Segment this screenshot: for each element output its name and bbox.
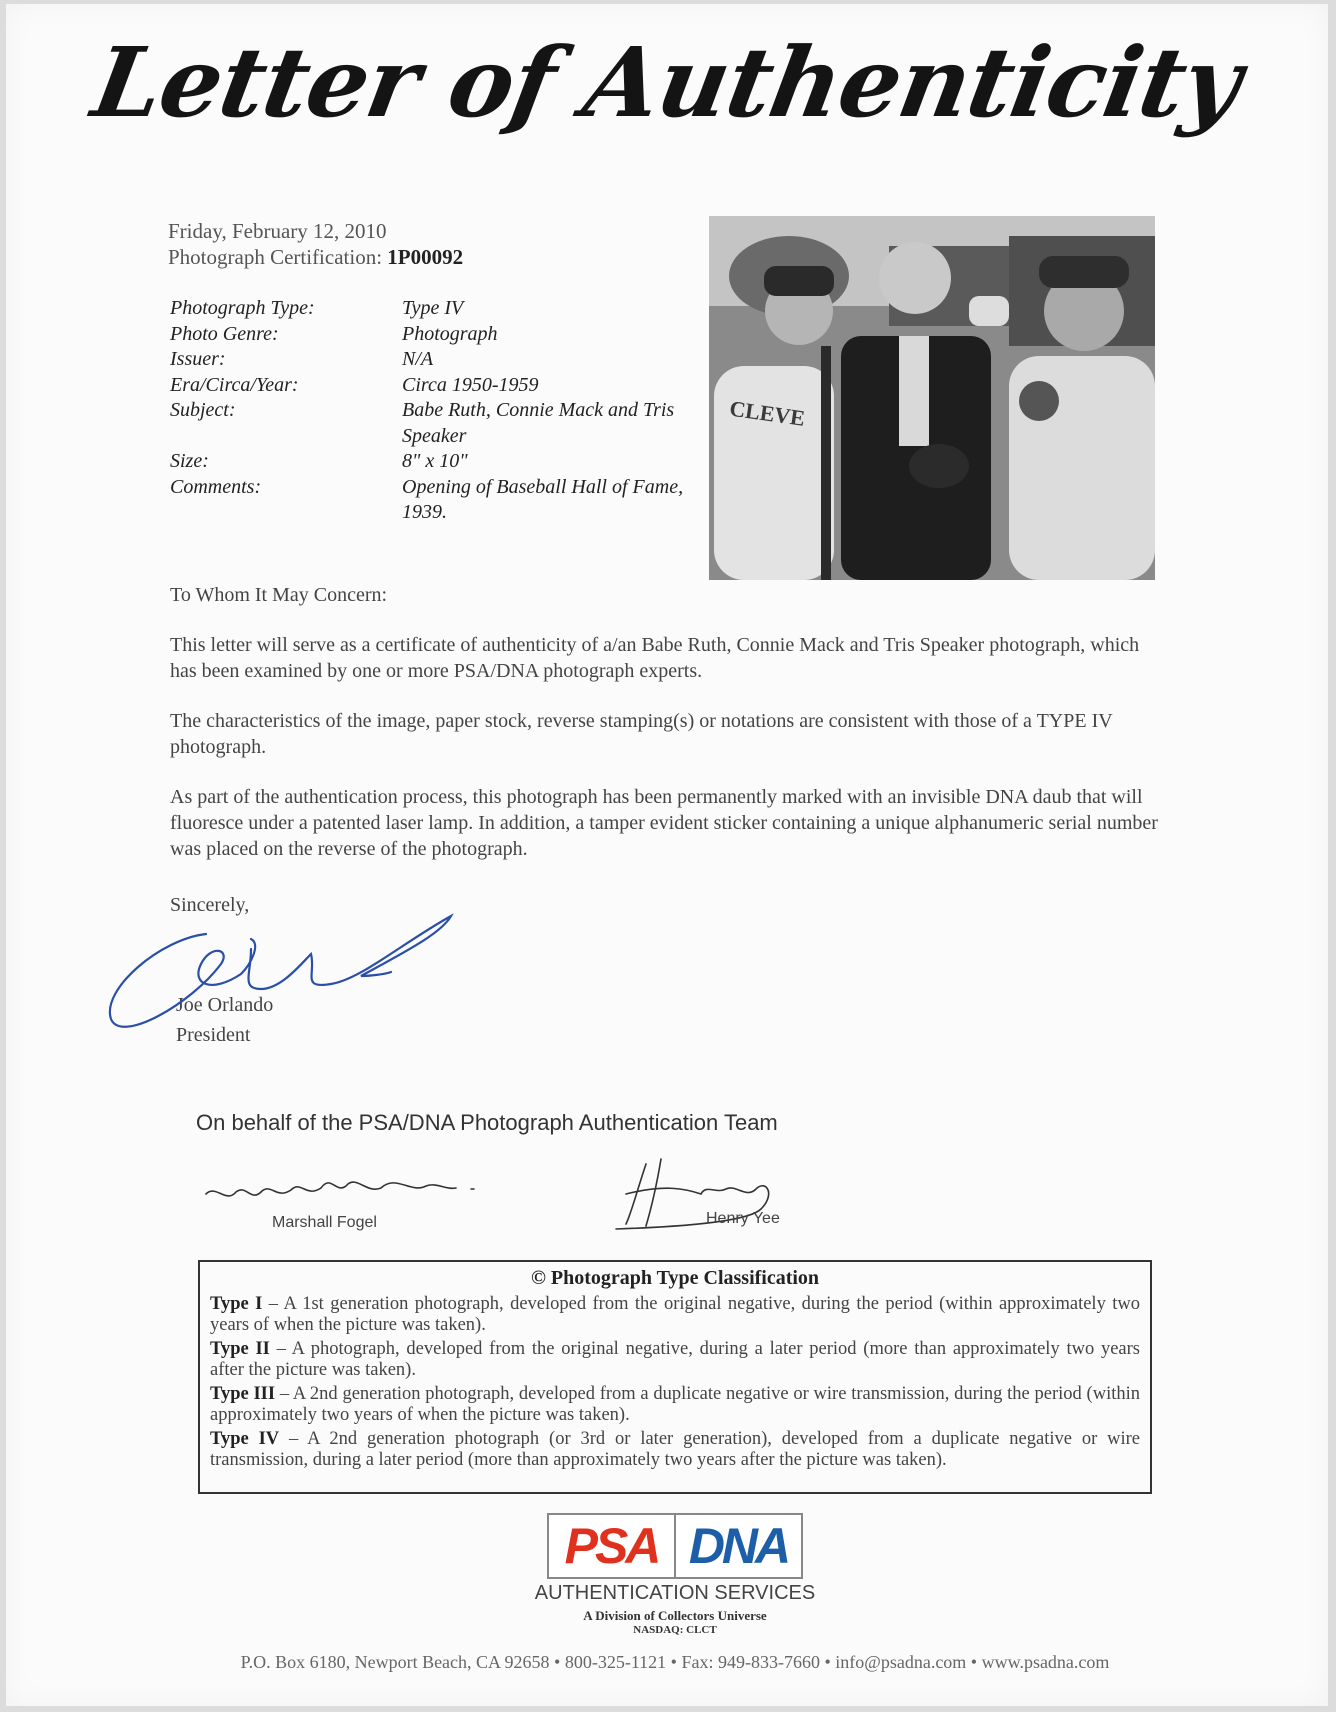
signer-fogel: Marshall Fogel <box>272 1214 377 1231</box>
letter-body <box>170 582 1170 886</box>
letter-page <box>6 4 1328 1706</box>
certification-number: 1P00092 <box>387 245 464 269</box>
detail-row <box>170 373 692 399</box>
detail-key: Photo Genre: <box>170 322 279 345</box>
classification-text: – A 1st generation photograph, developed from the original negative, during the period (within approximately two years of when the picture was taken). <box>210 1293 1140 1335</box>
detail-value: Babe Ruth, Connie Mack and Tris Speaker <box>402 399 675 447</box>
detail-key: Comments: <box>170 475 262 498</box>
detail-row <box>170 449 692 475</box>
body-paragraph: The characteristics of the image, paper stock, reverse stamping(s) or notations are consistent with those of a TYPE IV photograph. <box>170 710 1113 758</box>
detail-row <box>170 347 692 373</box>
detail-row <box>170 475 692 526</box>
body-paragraph: This letter will serve as a certificate of authenticity of a/an Babe Ruth, Connie Mack and Tris Speaker photograph, which has been examined by one or more PSA/DNA photograph experts. <box>170 634 1140 682</box>
classification-heading: © Photograph Type Classification <box>530 1267 820 1289</box>
detail-value: Circa 1950-1959 <box>402 373 539 396</box>
detail-value: Photograph <box>402 322 498 345</box>
certification-line <box>168 244 463 270</box>
salutation: To Whom It May Concern: <box>170 584 388 606</box>
letter-title: Letter of Authenticity <box>84 26 1250 139</box>
classification-text: – A 2nd generation photograph (or 3rd or later generation), developed from a duplicate negative or wire transmission, during a later period (more than approximately two years after the picture was taken). <box>210 1428 1140 1470</box>
classification-item <box>210 1339 1140 1382</box>
detail-row <box>170 322 692 348</box>
authenticated-photograph <box>709 216 1155 580</box>
detail-value: Opening of Baseball Hall of Fame, 1939. <box>402 475 684 523</box>
classification-text: – A photograph, developed from the original negative, during a later period (more than approximately two years after the picture was taken). <box>210 1338 1140 1380</box>
authentication-services: AUTHENTICATION SERVICES <box>534 1582 816 1604</box>
psa-dna-logo <box>547 1513 803 1579</box>
classification-item <box>210 1429 1140 1472</box>
signer-yee: Henry Yee <box>706 1210 780 1227</box>
detail-key: Issuer: <box>170 348 226 370</box>
psa-logo-text: PSA <box>549 1515 674 1577</box>
detail-row <box>170 296 692 322</box>
signer-role: President <box>176 1024 251 1046</box>
president-signature <box>101 894 461 1044</box>
division-line: A Division of Collectors Universe <box>583 1608 767 1623</box>
contact-footer: P.O. Box 6180, Newport Beach, CA 92658 • 800-325-1121 • Fax: 949-833-7660 • info@psadna.com • www.psadna.com <box>240 1652 1110 1672</box>
classification-type: Type IV <box>210 1428 280 1449</box>
detail-key: Subject: <box>170 399 236 421</box>
detail-key: Era/Circa/Year: <box>170 373 299 396</box>
classification-type: Type III <box>210 1383 276 1404</box>
team-line: On behalf of the PSA/DNA Photograph Authentication Team <box>196 1110 778 1135</box>
detail-value: 8" x 10" <box>402 450 468 472</box>
detail-value: N/A <box>402 348 434 370</box>
detail-value: Type IV <box>402 297 464 319</box>
type-classification-box <box>198 1260 1152 1494</box>
body-paragraph: As part of the authentication process, this photograph has been permanently marked with an invisible DNA daub that will fluoresce under a patented laser lamp. In addition, a tamper evident sticker containing a unique alphanumeric serial number was placed on the reverse of the photograph. <box>170 786 1158 860</box>
detail-key: Size: <box>170 450 209 472</box>
photo-details <box>170 296 692 526</box>
nasdaq-line: NASDAQ: CLCT <box>633 1624 717 1636</box>
letter-meta <box>168 218 463 270</box>
signer-name: Joe Orlando <box>176 994 274 1016</box>
classification-type: Type II <box>210 1338 270 1359</box>
classification-text: – A 2nd generation photograph, developed from a duplicate negative or wire transmission, during the period (within approximately two years of when the picture was taken). <box>210 1383 1140 1425</box>
classification-item <box>210 1294 1140 1337</box>
detail-row <box>170 398 692 449</box>
sincerely-text: Sincerely, <box>170 894 250 916</box>
classification-type: Type I <box>210 1293 263 1314</box>
jersey-lettering: CLEVE <box>727 395 807 431</box>
letter-date: Friday, February 12, 2010 <box>168 219 387 243</box>
photograph-image <box>709 216 1155 580</box>
detail-key: Photograph Type: <box>170 297 315 319</box>
dna-logo-text: DNA <box>674 1515 801 1577</box>
certification-label: Photograph Certification: <box>168 245 383 269</box>
classification-item <box>210 1384 1140 1427</box>
